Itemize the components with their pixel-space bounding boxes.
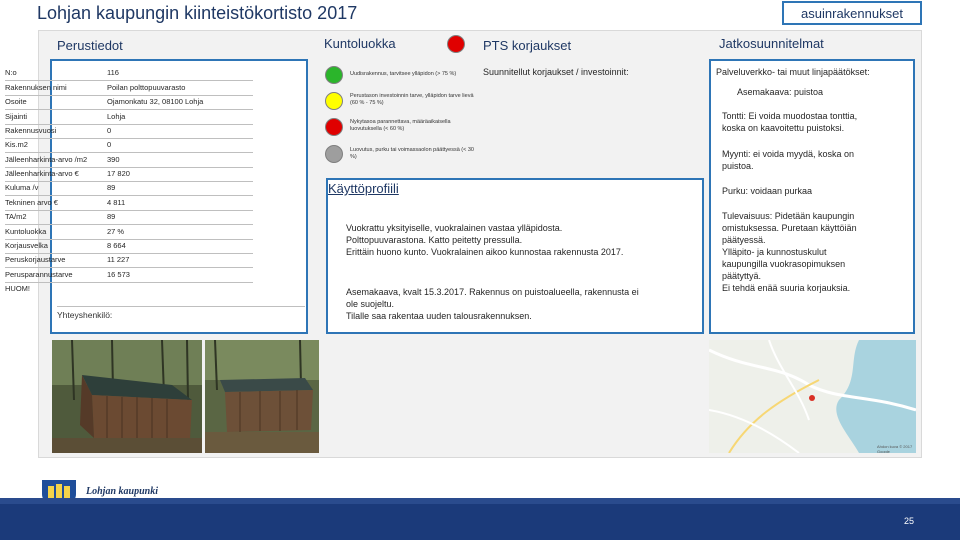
table-row: Rakennuksen nimi Poilan polttopuuvarasto xyxy=(5,82,305,94)
table-row: Jälleenharkinta-arvo € 17 820 xyxy=(5,168,305,180)
table-row: Korjausvelka 8 664 xyxy=(5,240,305,252)
legend-dot-grey xyxy=(325,145,343,163)
building-photo-2 xyxy=(205,340,319,453)
city-logo-text: Lohjan kaupunki xyxy=(86,486,158,497)
table-row: Jälleenharkinta-arvo /m2 390 xyxy=(5,154,305,166)
jatko-purku: Purku: voidaan purkaa xyxy=(722,186,813,196)
table-row: Perusparannustarve 16 573 xyxy=(5,269,305,281)
legend-text: Uudisrakennus, tarvitsee ylläpidon (> 75 %) xyxy=(350,71,457,77)
table-row: Sijainti Lohja xyxy=(5,111,305,123)
jatko-title: Jatkosuunnitelmat xyxy=(719,36,824,51)
jatko-asemakaava: Asemakaava: puistoa xyxy=(737,87,824,97)
table-row: N:o 116 xyxy=(5,67,305,79)
jatko-intro: Palveluverkko- tai muut linjapäätökset: xyxy=(716,67,870,77)
kuntoluokka-title: Kuntoluokka xyxy=(324,36,396,51)
table-row: Peruskorjaustarve 11 227 xyxy=(5,254,305,266)
table-row: Tekninen arvo € 4 811 xyxy=(5,197,305,209)
pts-title: PTS korjaukset xyxy=(483,38,572,53)
table-row: HUOM! xyxy=(5,284,30,293)
jatko-myynti: Myynti: ei voida myydä, koska on puistoa. xyxy=(722,149,855,171)
legend-dot-red xyxy=(325,118,343,136)
page-number: 25 xyxy=(904,516,915,526)
legend-text: Perustason investoinnin tarve, ylläpidon tarve lievä (60 % - 75 %) xyxy=(350,93,474,106)
building-photo-1 xyxy=(52,340,202,453)
jatko-tontti: Tontti: Ei voida muodostaa tonttia, koska on kaavoitettu puistoksi. xyxy=(722,111,858,133)
legend-dot-green xyxy=(325,66,343,84)
table-row: Kuntoluokka 27 % xyxy=(5,226,305,238)
jatko-tulevaisuus: Tulevaisuus: Pidetään kaupungin omistuksessa. Puretaan käyttöiän päätyessä. Ylläpito- ja kunnostuskulut kaupungilla vuokrasopimuksen päätyttyä. Ei tehdä enää suuria korjauksia. xyxy=(722,211,857,293)
footer-bar xyxy=(0,498,960,540)
location-map xyxy=(709,340,916,453)
table-row: Osoite Ojamonkatu 32, 08100 Lohja xyxy=(5,96,305,108)
category-badge: asuinrakennukset xyxy=(782,1,922,25)
table-row: TA/m2 89 xyxy=(5,211,305,223)
page-title: Lohjan kaupungin kiinteistökortisto 2017 xyxy=(37,3,358,23)
legend-text: Luovutus, purku tai voimassaolon päättyessä (< 30 %) xyxy=(350,147,474,160)
footer-accent xyxy=(0,498,960,504)
contact-label: Yhteyshenkilö: xyxy=(57,306,305,332)
condition-indicator xyxy=(447,35,465,53)
kayttoprofiili-text: Vuokrattu yksityiselle, vuokralainen vastaa ylläpidosta. Polttopuuvarastona. Katto peitetty pressulla. Erittäin huono kunto. Vuokralainen aikoo kunnostaa rakennusta 2017. xyxy=(346,223,624,257)
perustiedot-title: Perustiedot xyxy=(57,38,123,53)
table-row: Kuluma /v 89 xyxy=(5,182,305,194)
pts-text: Suunnitellut korjaukset / investoinnit: xyxy=(483,67,629,77)
table-row: Rakennusvuosi 0 xyxy=(5,125,305,137)
table-row: Kis.m2 0 xyxy=(5,139,305,151)
kayttoprofiili-title: Käyttöprofiili xyxy=(328,181,399,196)
legend-dot-yellow xyxy=(325,92,343,110)
asemakaava-text: Asemakaava, kvalt 15.3.2017. Rakennus on puistoalueella, rakennusta ei ole suojeltu. Tilalle saa rakentaa uuden talousrakennuksen. xyxy=(346,287,639,321)
map-attribution: Ahdon kuva © 2017 Google xyxy=(877,444,913,453)
legend-text: Nykytasoa parannettava, määräaikaisella luovutuksella (< 60 %) xyxy=(350,119,451,132)
